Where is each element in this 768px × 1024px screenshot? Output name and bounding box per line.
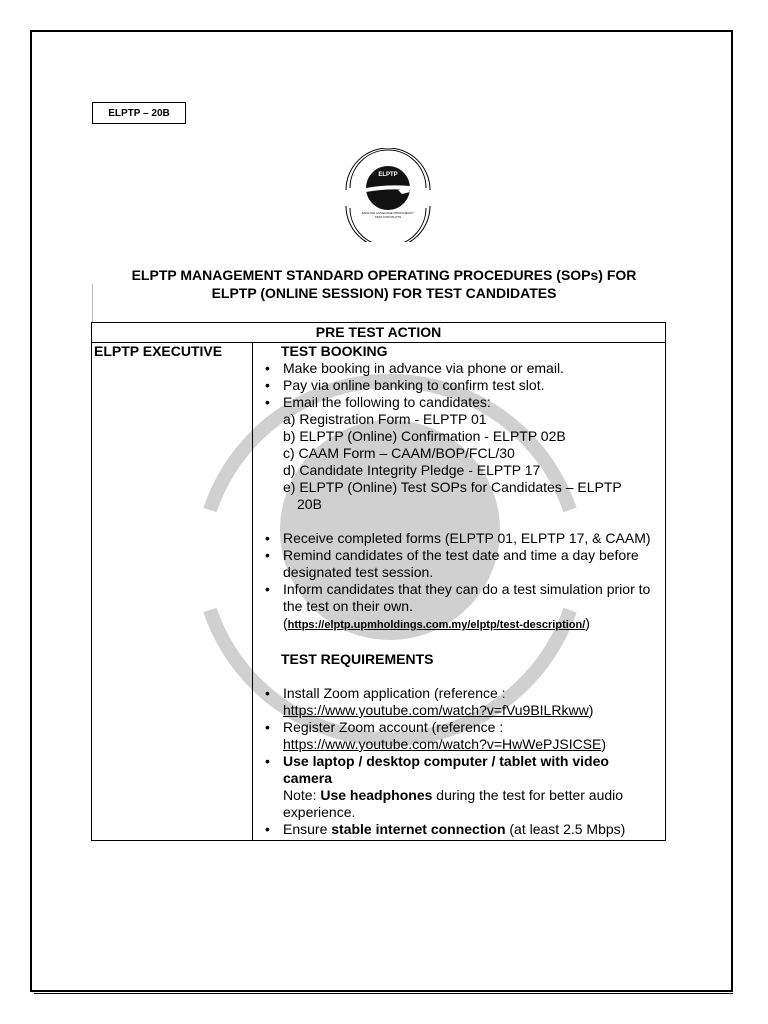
logo-text: ELPTP <box>378 172 398 178</box>
list-item <box>283 753 661 821</box>
device-requirement: Use laptop / desktop computer / tablet with video camera <box>283 753 609 786</box>
form-item: d) Candidate Integrity Pledge - ELPTP 17 <box>283 462 541 478</box>
margin-line <box>92 284 93 322</box>
logo-subtext-2: TEST FOR PILOTS <box>374 215 402 219</box>
list-item-text: Email the following to candidates: <box>283 394 491 410</box>
list-item: • Ensure stable internet connection (at least 2.5 Mbps) <box>283 821 661 838</box>
document-code-box <box>92 102 186 124</box>
form-list <box>283 411 661 513</box>
list-item: • Receive completed forms (ELPTP 01, ELPTP 17, & CAAM) <box>283 530 661 547</box>
requirements-list <box>261 685 661 838</box>
title-line-2: ELPTP (ONLINE SESSION) FOR TEST CANDIDATES <box>211 285 557 301</box>
list-item-text: Register Zoom account (reference : <box>283 719 504 735</box>
list-item <box>283 394 661 513</box>
booking-list-2 <box>261 530 661 634</box>
test-booking-heading: TEST BOOKING <box>281 343 388 359</box>
table-header: PRE TEST ACTION <box>92 323 666 343</box>
form-item: 20B <box>297 496 322 512</box>
test-simulation-link[interactable]: https://elptp.upmholdings.com.my/elptp/test-description/ <box>287 619 586 631</box>
zoom-register-link[interactable]: https://www.youtube.com/watch?v=HwWePJSICSE <box>283 736 602 752</box>
form-item: c) CAAM Form – CAAM/BOP/FCL/30 <box>283 445 515 461</box>
zoom-install-link[interactable]: https://www.youtube.com/watch?v=fVu9BILRkww <box>283 702 589 718</box>
list-item: • Install Zoom application (reference : https://www.youtube.com/watch?v=fVu9BILRkww) <box>283 685 661 719</box>
list-item: • Pay via online banking to confirm test slot. <box>283 377 661 394</box>
list-item: • Inform candidates that they can do a test simulation prior to the test on their own. (https://elptp.upmholdings.com.my/elptp/test-description/) <box>283 581 661 634</box>
booking-list <box>261 360 661 513</box>
list-item: • Make booking in advance via phone or email. <box>283 360 661 377</box>
title-line-1: ELPTP MANAGEMENT STANDARD OPERATING PROCEDURES (SOPs) FOR <box>131 267 637 283</box>
list-item: • Remind candidates of the test date and time a day before designated test session. <box>283 547 661 581</box>
document-code: ELPTP – 20B <box>108 107 170 119</box>
list-item-text: Inform candidates that they can do a test simulation prior to the test on their own. <box>283 581 651 614</box>
list-item: • Register Zoom account (reference : https://www.youtube.com/watch?v=HwWePJSICSE) <box>283 719 661 753</box>
form-item: a) Registration Form - ELPTP 01 <box>283 411 487 427</box>
form-item: b) ELPTP (Online) Confirmation - ELPTP 02B <box>283 428 566 444</box>
test-requirements-heading: TEST REQUIREMENTS <box>281 651 434 667</box>
elptp-logo <box>336 148 440 242</box>
logo-subtext-1: ENGLISH LANGUAGE PROFICIENCY <box>361 211 415 215</box>
form-item: e) ELPTP (Online) Test SOPs for Candidates – ELPTP <box>283 479 622 495</box>
role-cell: ELPTP EXECUTIVE <box>92 343 253 841</box>
list-item-text: Install Zoom application (reference : <box>283 685 506 701</box>
content-cell <box>253 343 666 841</box>
headphones-note: Note: Use headphones during the test for better audio experience. <box>283 787 624 820</box>
sop-table <box>91 322 666 841</box>
document-title <box>92 266 676 302</box>
